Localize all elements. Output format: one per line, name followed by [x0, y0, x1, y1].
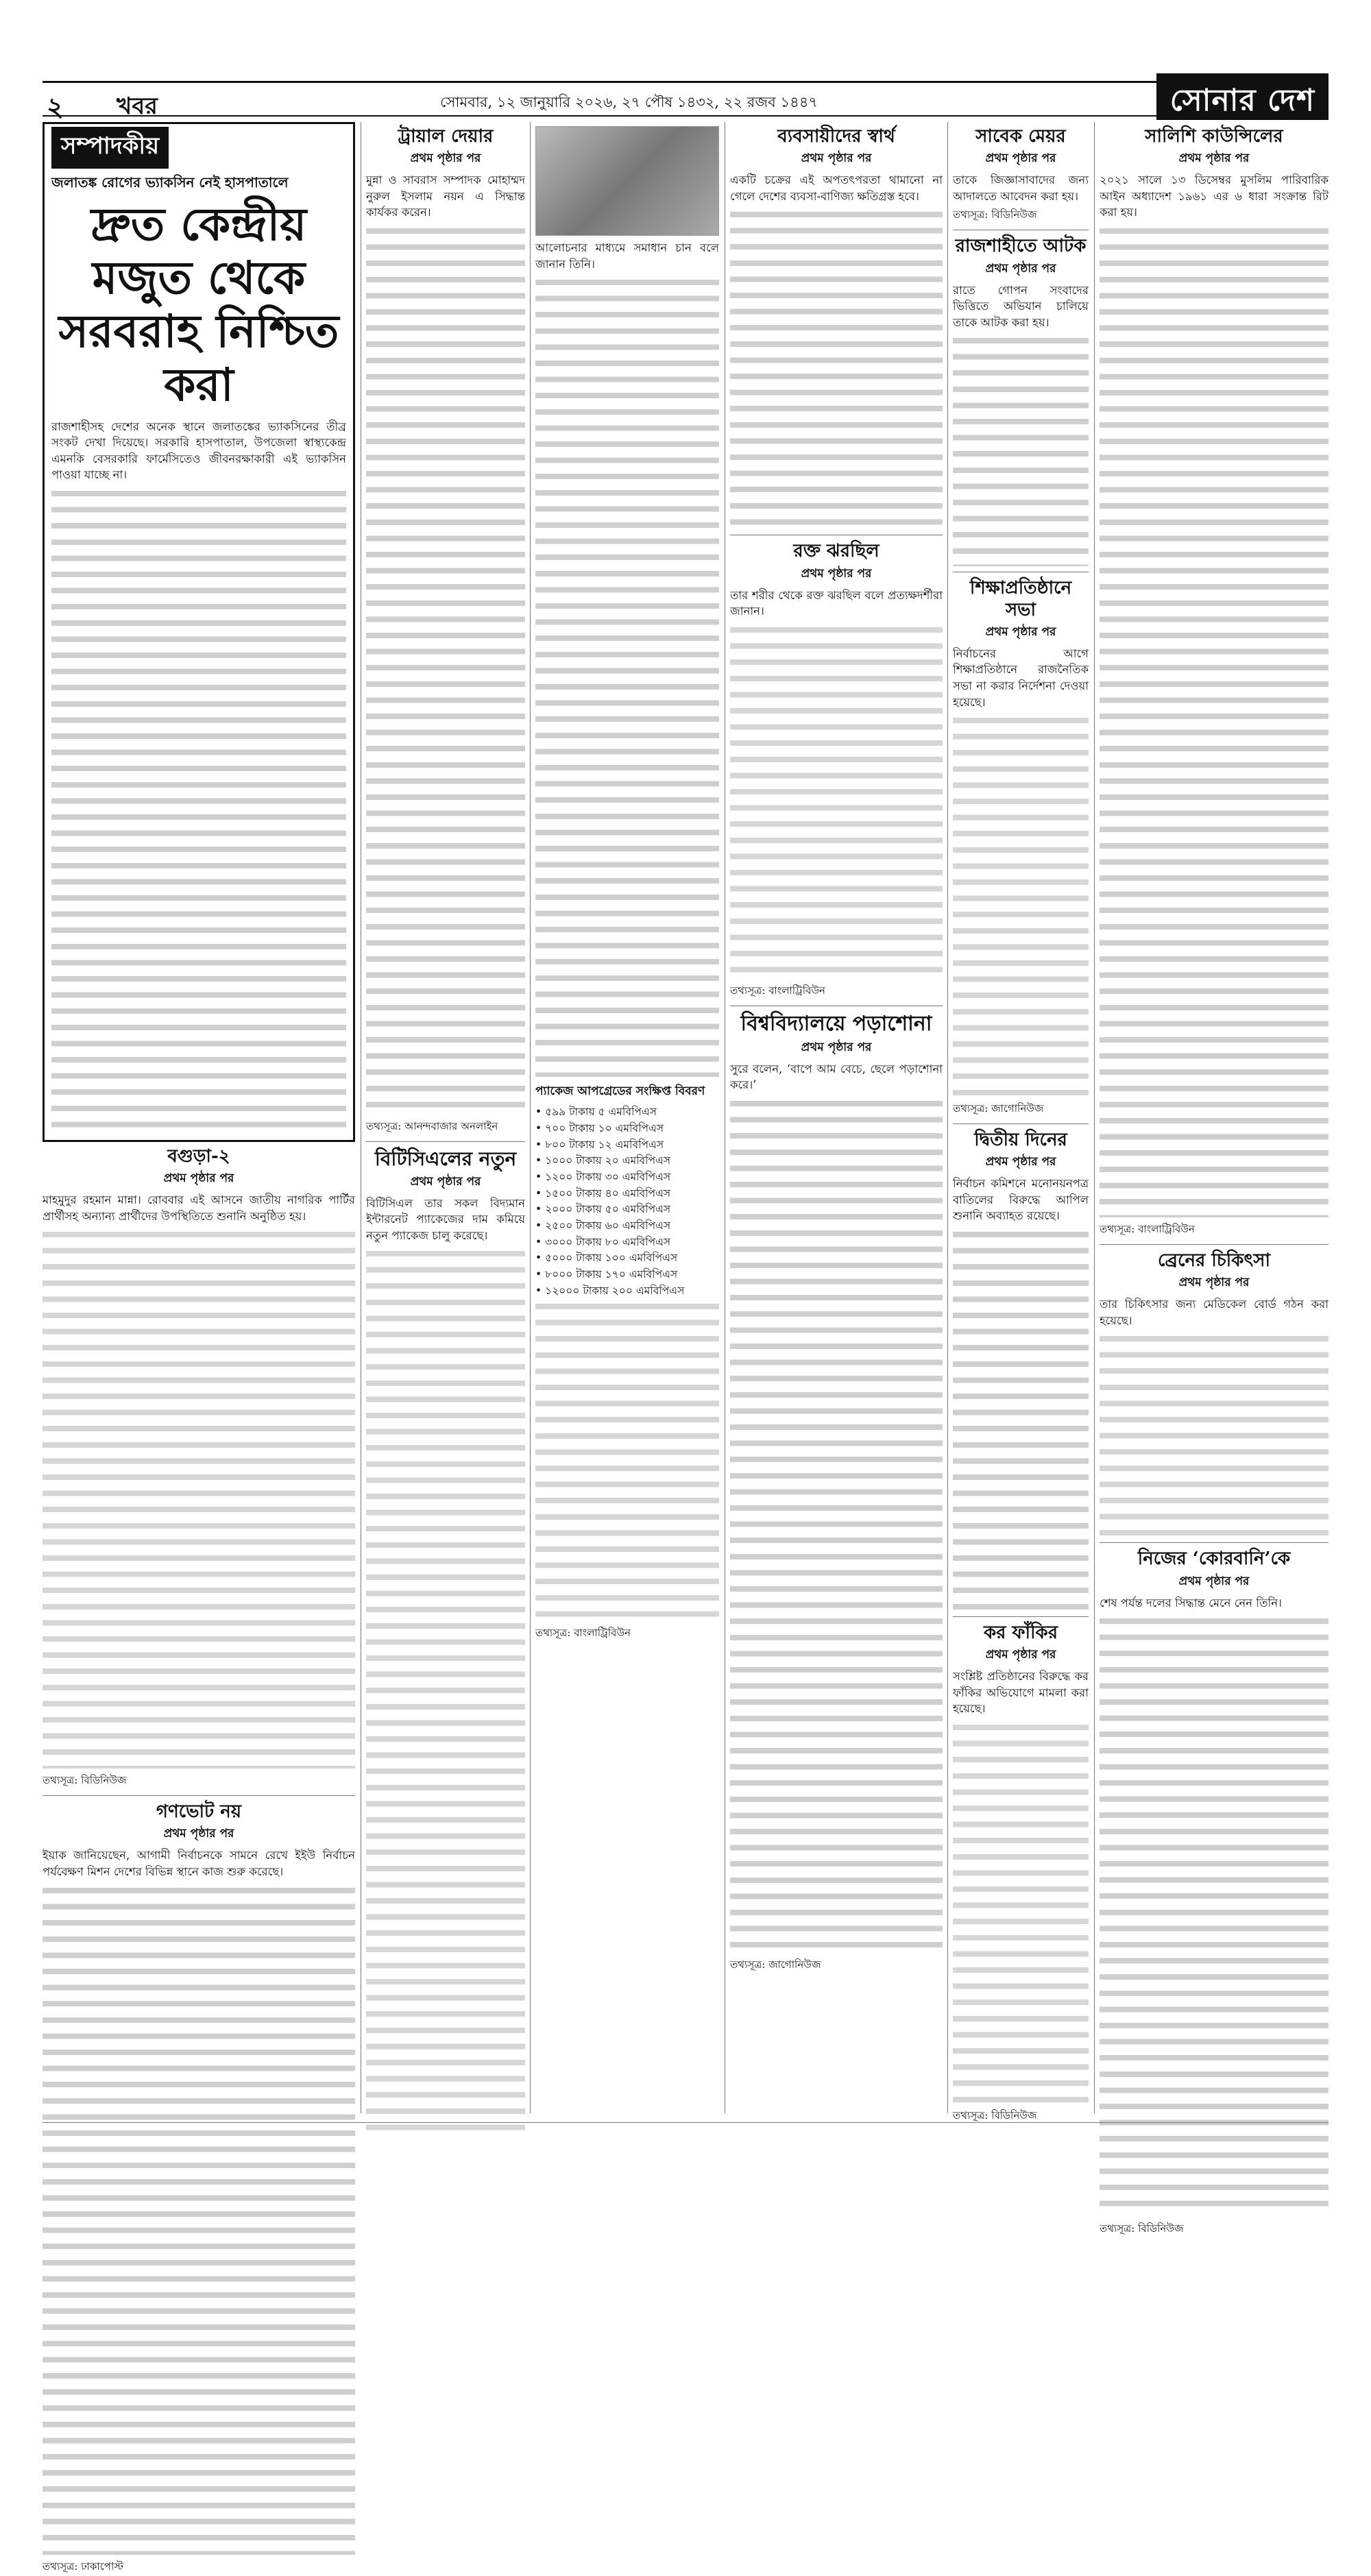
story-body	[43, 1227, 355, 1769]
editorial-label: সম্পাদকীয়	[51, 127, 169, 169]
source-credit: তথ্যসূত্র: বাংলাট্রিবিউন	[535, 1627, 631, 1640]
source-credit: তথ্যসূত্র: বিডিনিউজ	[953, 2109, 1037, 2122]
story-body	[953, 1227, 1089, 1611]
page-footer-rule	[43, 2122, 1328, 2123]
continuation-label: প্রথম পৃষ্ঠার পর	[985, 1155, 1056, 1169]
package-table-title: প্যাকেজ আপগ্রেডের সংক্ষিপ্ত বিবরণ	[535, 1084, 705, 1099]
editorial-paragraph: রাজশাহীসহ দেশের অনেক স্থানে জলাতঙ্কের ভ্যাকসিনের তীব্র সংকট দেখা দিয়েছে। সরকারি হাসপাতাল, উপজেলা স্বাস্থ্যকেন্দ্র এমনকি বেসরকারি ফার্মেসিতেও জীবনরক্ষাকারী এই ভ্যাকসিন পাওয়া যাচ্ছে না।	[51, 420, 346, 482]
story-paragraph: তাকে জিজ্ঞাসাবাদের জন্য আদালতে আবেদন করা হয়।	[953, 173, 1089, 203]
story-headline: ব্রেনের চিকিৎসা	[1157, 1250, 1271, 1271]
story-body	[953, 713, 1089, 1097]
continuation-label: প্রথম পৃষ্ঠার পর	[1178, 1574, 1250, 1588]
source-credit: তথ্যসূত্র: ঢাকাপোস্ট	[43, 2560, 123, 2573]
story-paragraph: তার শরীর থেকে রক্ত ঝরছিল বলে প্রত্যক্ষদর্শীরা জানান।	[730, 588, 943, 618]
continuation-label: প্রথম পৃষ্ঠার পর	[1178, 1276, 1250, 1290]
package-row: • ১৫০০ টাকায় ৪০ এমবিপিএস	[535, 1187, 671, 1200]
story-paragraph: নির্বাচনের আগে শিক্ষাপ্রতিষ্ঠানে রাজনৈতিক সভা না করার নির্দেশনা দেওয়া হয়েছে।	[953, 646, 1089, 709]
package-row: • ৮০০০ টাকায় ১৭০ এমবিপিএস	[535, 1268, 678, 1281]
story-headline: রাজশাহীতে আটক	[955, 236, 1087, 257]
source-credit: তথ্যসূত্র: বিডিনিউজ	[1100, 2222, 1184, 2235]
package-row: • ১২০০ টাকায় ৩০ এমবিপিএস	[535, 1170, 671, 1183]
story-divider	[43, 1795, 355, 1796]
story-body	[43, 1883, 355, 2555]
page-section: খবর	[117, 93, 158, 120]
story-paragraph: রাতে গোপন সংবাদের ভিত্তিতে অভিযান চালিয়ে তাকে আটক করা হয়।	[953, 283, 1089, 329]
story-headline: রক্ত ঝরছিল	[793, 541, 879, 562]
column-6	[1100, 122, 1328, 2235]
editorial-box	[43, 122, 355, 1142]
story-paragraph: সুরে বলেন, ‘বাপে আম বেচে, ছেলে পড়াশোনা করে।’	[730, 1062, 943, 1092]
package-row: • ২০০০ টাকায় ৫০ এমবিপিএস	[535, 1203, 671, 1216]
story-divider	[366, 1141, 525, 1142]
package-row: • ১২০০০ টাকায় ২০০ এমবিপিএস	[535, 1284, 685, 1297]
story-headline: শিক্ষাপ্রতিষ্ঠানে সভা	[969, 578, 1072, 620]
source-credit: তথ্যসূত্র: বিডিনিউজ	[953, 208, 1037, 221]
masthead	[43, 81, 1328, 122]
story-body	[1100, 1614, 1328, 2217]
story-body	[953, 333, 1089, 566]
story-headline: বিশ্ববিদ্যালয়ে পড়াশোনা	[740, 1011, 932, 1036]
package-row: • ৭০০ টাকায় ১০ এমবিপিএস	[535, 1121, 664, 1134]
continuation-label: প্রথম পৃষ্ঠার পর	[801, 566, 872, 581]
column-4	[730, 122, 943, 2113]
column-rule	[530, 122, 531, 2113]
news-photo	[535, 126, 719, 236]
story-body	[730, 1096, 943, 1953]
continuation-label: প্রথম পৃষ্ঠার পর	[163, 1827, 234, 1841]
continuation-label: প্রথম পৃষ্ঠার পর	[801, 1040, 872, 1054]
source-credit: তথ্যসূত্র: আনন্দবাজার অনলাইন	[366, 1119, 498, 1132]
source-credit: তথ্যসূত্র: বাংলাট্রিবিউন	[1100, 1222, 1195, 1235]
story-paragraph: একটি চক্রের এই অপতৎপরতা থামানো না গেলে দেশের ব্যবসা-বাণিজ্য ক্ষতিগ্রস্ত হবে।	[730, 173, 943, 203]
editorial-kicker: জলাতঙ্ক রোগের ভ্যাকসিন নেই হাসপাতালে	[51, 174, 289, 191]
editorial-body	[51, 486, 346, 1130]
dateline: সোমবার, ১২ জানুয়ারি ২০২৬, ২৭ পৌষ ১৪৩২, ২২ রজব ১৪৪৭	[440, 94, 818, 110]
package-row: • ১০০০ টাকায় ২০ এমবিপিএস	[535, 1154, 671, 1167]
package-row: • ৮০০ টাকায় ১২ এমবিপিএস	[535, 1138, 664, 1151]
column-rule	[1094, 122, 1095, 2113]
story-headline: নিজের ‘কোরবানি’কে	[1137, 1548, 1291, 1570]
continuation-label: প্রথম পৃষ্ঠার পর	[410, 151, 481, 166]
story-paragraph: মুন্না ও সাবরাস সম্পাদক মোহাম্মদ নুরুল ইসলাম নয়ন এ সিদ্ধান্ত কার্যকর করেন।	[366, 173, 525, 219]
continuation-label: প্রথম পৃষ্ঠার পর	[985, 151, 1056, 166]
column-3	[535, 122, 719, 2113]
continuation-label: প্রথম পৃষ্ঠার পর	[801, 151, 872, 166]
continuation-label: প্রথম পৃষ্ঠার পর	[985, 624, 1056, 639]
story-paragraph: আলোচনার মাধ্যমে সমাধান চান বলে জানান তিনি।	[535, 241, 719, 271]
newspaper-logo: সোনার দেশ	[1156, 73, 1328, 120]
story-divider	[953, 1616, 1089, 1617]
story-body	[730, 207, 943, 529]
story-headline: ট্রায়াল দেয়ার	[398, 126, 494, 147]
story-body	[730, 622, 943, 979]
column-rule	[947, 122, 948, 2113]
story-body	[1100, 223, 1328, 1217]
story-divider	[1100, 1244, 1328, 1245]
story-divider	[953, 1123, 1089, 1124]
story-divider	[1100, 1542, 1328, 1543]
source-credit: তথ্যসূত্র: বাংলাট্রিবিউন	[730, 984, 825, 997]
column-5	[953, 122, 1089, 2122]
story-body	[1100, 1331, 1328, 1537]
column-1	[43, 122, 355, 2573]
source-credit: তথ্যসূত্র: জাগোনিউজ	[730, 1958, 821, 1971]
story-paragraph: তার চিকিৎসার জন্য মেডিকেল বোর্ড গঠন করা হয়েছে।	[1100, 1298, 1328, 1327]
story-headline: গণভোট নয়	[156, 1801, 242, 1823]
story-headline: ব্যবসায়ীদের স্বার্থ	[777, 126, 895, 147]
story-paragraph: শেষ পর্যন্ত দলের সিদ্ধান্ত মেনে নেন তিনি।	[1100, 1596, 1282, 1609]
editorial-title: দ্রুত কেন্দ্রীয় মজুত থেকে সরবরাহ নিশ্চিত করা	[58, 197, 339, 411]
story-body	[366, 223, 525, 1115]
continuation-label: প্রথম পৃষ্ঠার পর	[985, 1648, 1056, 1662]
package-row: • ৩০০০ টাকায় ৮০ এমবিপিএস	[535, 1235, 671, 1248]
story-headline: বগুড়া-২	[167, 1145, 230, 1167]
story-body	[535, 1299, 719, 1621]
story-headline: সালিশি কাউন্সিলের	[1145, 126, 1283, 147]
continuation-label: প্রথম পৃষ্ঠার পর	[985, 261, 1056, 276]
continuation-label: প্রথম পৃষ্ঠার পর	[410, 1174, 481, 1189]
package-list	[535, 1104, 719, 1299]
package-row: • ৫৯৯ টাকায় ৫ এমবিপিএস	[535, 1106, 657, 1119]
story-body	[366, 1246, 525, 2137]
story-body	[953, 1720, 1089, 2104]
story-headline: বিটিসিএলের নতুন	[374, 1147, 517, 1170]
story-headline: কর ফাঁকির	[983, 1623, 1058, 1644]
story-paragraph: বিটিসিএল তার সকল বিদ্যমান ইন্টারনেট প্যাকেজের দাম কমিয়ে নতুন প্যাকেজ চালু করেছে।	[366, 1196, 525, 1242]
story-paragraph: মাহমুদুর রহমান মান্না। রোববার এই আসনে জাতীয় নাগরিক পার্টির প্রার্থীসহ অন্যান্য প্রার্থীদের উপস্থিতিতে শুনানি অনুষ্ঠিত হয়।	[43, 1193, 355, 1223]
package-row: • ৫০০০ টাকায় ১০০ এমবিপিএস	[535, 1252, 678, 1265]
story-headline: সাবেক মেয়র	[975, 126, 1066, 147]
page-number: ২	[47, 91, 64, 122]
continuation-label: প্রথম পৃষ্ঠার পর	[1178, 151, 1250, 166]
source-credit: তথ্যসূত্র: বিডিনিউজ	[43, 1774, 127, 1787]
story-paragraph: নির্বাচন কমিশনে মনোনয়নপত্র বাতিলের বিরুদ্ধে আপিল শুনানি অব্যাহত রয়েছে।	[953, 1177, 1089, 1223]
column-2	[366, 122, 525, 2113]
story-paragraph: ইয়াক জানিয়েছেন, আগামী নির্বাচনকে সামনে রেখে ইইউ নির্বাচন পর্যবেক্ষণ মিশন দেশের বিভিন্ন স্থানে কাজ শুরু করেছে।	[43, 1849, 355, 1879]
story-paragraph: সংশ্লিষ্ট প্রতিষ্ঠানের বিরুদ্ধে কর ফাঁকির অভিযোগে মামলা করা হয়েছে।	[953, 1670, 1089, 1716]
package-row: • ২৫০০ টাকায় ৬০ এমবিপিএস	[535, 1219, 671, 1232]
story-paragraph: ২০২১ সালে ১৩ ডিসেম্বর মুসলিম পারিবারিক আইন অধ্যাদেশ ১৯৬১ এর ৬ ধারা সংক্রান্ত রিট করা হয়।	[1100, 173, 1328, 219]
continuation-label: প্রথম পৃষ্ঠার পর	[163, 1171, 234, 1186]
story-body	[535, 275, 719, 1077]
story-headline: দ্বিতীয় দিনের	[974, 1130, 1067, 1151]
source-credit: তথ্যসূত্র: জাগোনিউজ	[953, 1102, 1044, 1115]
